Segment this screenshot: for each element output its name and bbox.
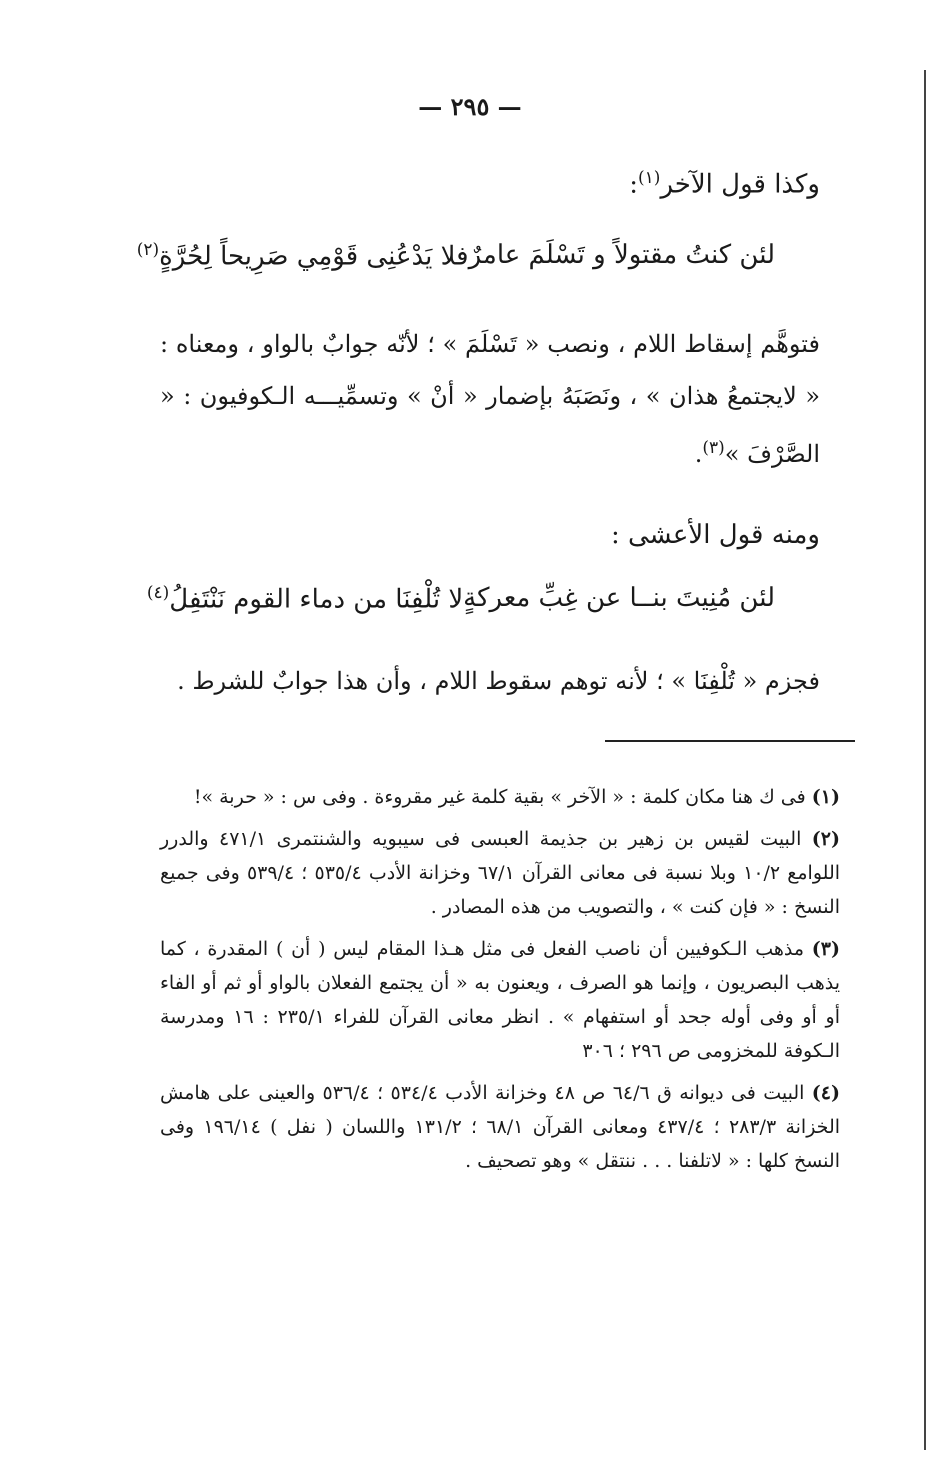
verse-1-right-hemistich bbox=[469, 240, 775, 272]
footnote-ref-2: (٢) bbox=[136, 240, 160, 260]
intro-1-colon: : bbox=[629, 169, 639, 200]
footnote-3-number: (٣) bbox=[811, 938, 840, 960]
verse-2-left-hemistich bbox=[147, 583, 463, 615]
footnote-2-number: (٢) bbox=[811, 828, 840, 850]
footnote-ref-3: (٣) bbox=[702, 438, 725, 458]
paragraph-1-text: فتوهَّم إسقاط اللام ، ونصب « تَسْلَمَ » ؛ لأنّه جوابٌ بالواو ، ومعناه : « لايجتمعُ هذان » ، ونَصَبَهُ بإضمار « أنْ » وتسمِّيـــه الـكوفيون : « الصَّرْفَ » bbox=[160, 330, 821, 468]
verse-1 bbox=[136, 240, 775, 272]
intro-line-2: ومنه قول الأعشى : bbox=[610, 520, 820, 550]
page-number: — ٢٩٥ — bbox=[418, 92, 522, 121]
verse-2-second-half: لا تُلْفِنَا من دماء القوم نَنْتَفِلُ bbox=[169, 584, 464, 615]
footnote-1 bbox=[160, 780, 840, 814]
paragraph-2: فجزم « تُلْفِنَا » ؛ لأنه توهم سقوط اللام ، وأن هذا جوابٌ للشرط . bbox=[177, 667, 820, 695]
footnote-3-text: مذهب الـكوفيين أن ناصب الفعل فى مثل هـذا المقام ليس ( أن ) المقدرة ، كما يذهب البصريون ، وإنما هو الصرف ، ويعنون به « أن يجتمع الفعلان بالواو أو ثم أو الفاء أو أو وفى أوله جحد أو استفهام » . انظر معانى القرآن للفراء ٢٣٥/١ : ١٦ ومدرسة الـكوفة للمخزومى ص ٢٩٦ ؛ ٣٠٦ bbox=[160, 938, 840, 1062]
footnote-4-number: (٤) bbox=[811, 1082, 840, 1104]
paragraph-1-end: . bbox=[694, 440, 703, 468]
footnote-ref-1: (١) bbox=[638, 168, 661, 188]
footnote-1-number: (١) bbox=[811, 786, 840, 808]
footnotes bbox=[160, 780, 840, 1186]
verse-1-left-hemistich bbox=[137, 240, 469, 272]
footnote-2-text: البيت لقيس بن زهير بن جذيمة العبسى فى سيبويه والشنتمرى ٤٧١/١ والدرر اللوامع ١٠/٢ وبلا نسبة فى معانى القرآن ٦٧/١ وخزانة الأدب ٥٣٥/٤ ؛ ٥٣٩/٤ وفى جميع النسخ : « فإن كنت » ، والتصويب من هذه المصادر . bbox=[160, 828, 841, 918]
footnote-separator bbox=[605, 740, 855, 742]
verse-2-first-half: لئن مُنِيتَ بنــا عن غِبِّ معركةٍ bbox=[463, 583, 775, 613]
page-edge-line bbox=[924, 70, 926, 1450]
intro-1-text: وكذا قول الآخر bbox=[660, 169, 820, 200]
footnote-1-text: فى ك هنا مكان كلمة : « الآخر » بقية كلمة غير مقروءة . وفى س : « حربة »! bbox=[193, 786, 806, 808]
footnote-4 bbox=[160, 1076, 840, 1178]
footnote-3 bbox=[160, 932, 840, 1068]
paragraph-1 bbox=[160, 318, 820, 480]
footnote-2 bbox=[160, 822, 840, 924]
verse-2-right-hemistich bbox=[463, 583, 775, 615]
verse-1-first-half: لئن كنتُ مقتولاً و تَسْلَمَ عامرٌ bbox=[468, 240, 775, 270]
footnote-4-text: البيت فى ديوانه ق ٦٤/٦ ص ٤٨ وخزانة الأدب ٥٣٤/٤ ؛ ٥٣٦/٤ والعينى على هامش الخزانة ٢٨٣/٣ ؛ ٤٣٧/٤ ومعانى القرآن ٦٨/١ ؛ ١٣١/٢ واللسان ( نفل ) ١٩٦/١٤ وفى النسخ كلها : « لاتلفنا . . . ننتقل » وهو تصحيف . bbox=[160, 1082, 841, 1172]
verse-1-second-half: فلا يَدْعُنِى قَوْمِي صَرِيحاً لِحُرَّةٍ bbox=[159, 241, 469, 272]
intro-line-1 bbox=[629, 168, 820, 200]
verse-2 bbox=[146, 583, 775, 615]
footnote-ref-4: (٤) bbox=[146, 583, 170, 603]
